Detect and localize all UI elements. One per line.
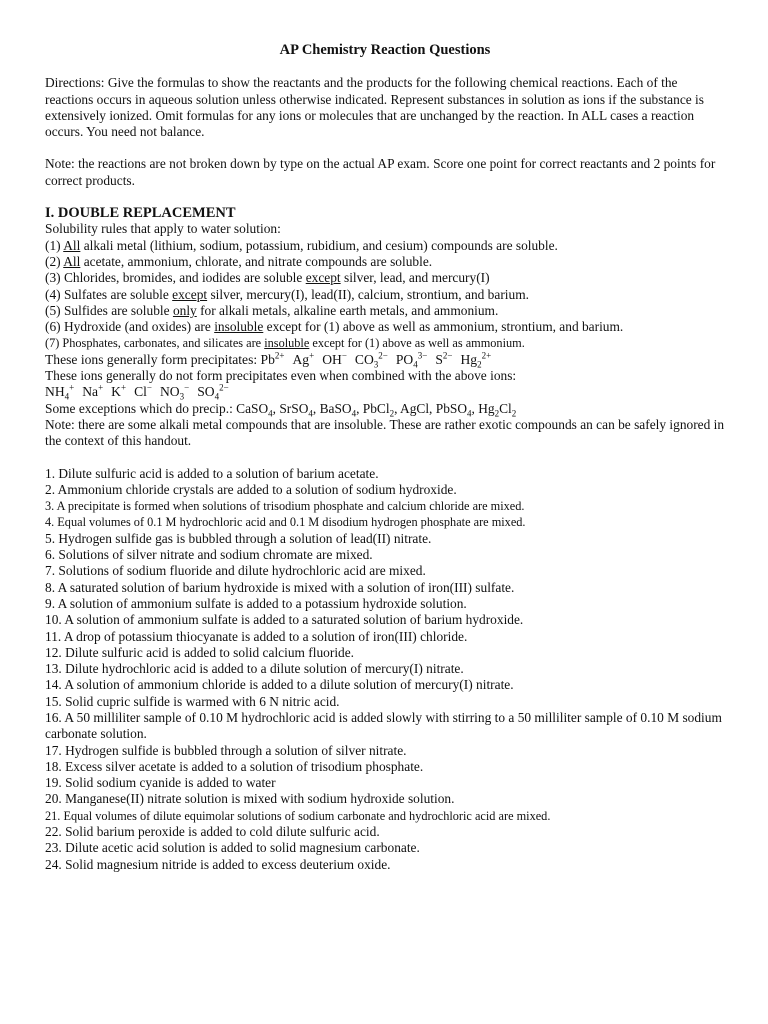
document-page (45, 42, 725, 873)
question-item: 22. Solid barium peroxide is added to cold dilute sulfuric acid. (45, 824, 380, 840)
question-item: 5. Hydrogen sulfide gas is bubbled through a solution of lead(II) nitrate. (45, 530, 432, 546)
question-item: 23. Dilute acetic acid solution is added to solid magnesium carbonate. (45, 840, 420, 856)
rule-5: (5) Sulfides are soluble only for alkali metals, alkaline earth metals, and ammonium. (45, 302, 499, 318)
question-item: 14. A solution of ammonium chloride is added to a dilute solution of mercury(I) nitrate. (45, 677, 514, 693)
directions-paragraph: Directions: Give the formulas to show the reactants and the products for the following chemical reactions. Each of the reactions occurs in aqueous solution unless otherwise indicated. Represent substances in solution as ions if the substance is extensively ionized. Omit formulas for any ions or molecules that are unchanged by the reaction. In ALL cases a reaction occurs. You need not balance. (45, 75, 704, 140)
rule-6: (6) Hydroxide (and oxides) are insoluble except for (1) above as well as ammonium, strontium, and barium. (45, 319, 624, 335)
question-item: 20. Manganese(II) nitrate solution is mixed with sodium hydroxide solution. (45, 791, 455, 807)
exceptions-line: Some exceptions which do precip.: CaSO$_4$, SrSO$_4$, BaSO$_4$, PbCl$_2$, AgCl, PbSO$_4$, $Hg_2Cl_2$ (45, 400, 517, 419)
question-item: 7. Solutions of sodium fluoride and dilute hydrochloric acid are mixed. (45, 563, 426, 579)
rule-1: (1) All alkali metal (lithium, sodium, potassium, rubidium, and cesium) compounds are soluble. (45, 237, 558, 253)
no-precip-label: These ions generally do not form precipitates even when combined with the above ions: (45, 368, 517, 384)
question-item: 1. Dilute sulfuric acid is added to a solution of barium acetate. (45, 465, 379, 481)
section-heading: I. DOUBLE REPLACEMENT (45, 205, 236, 222)
alkali-note: Note: there are some alkali metal compounds that are insoluble. These are rather exotic compounds an can be safely ignored in the context of this handout. (45, 416, 725, 449)
question-item: 8. A saturated solution of barium hydroxide is mixed with a solution of iron(III) sulfate. (45, 579, 515, 595)
question-item: 17. Hydrogen sulfide is bubbled through a solution of silver nitrate. (45, 742, 407, 758)
rule-7: (7) Phosphates, carbonates, and silicates are insoluble except for (1) above as well as ammonium. (45, 336, 525, 351)
precipitate-ions-line: These ions generally form precipitates: $Pb^{2+}$ Ag+ OH− $CO_3^{2-}$ $PO_4^{3-}$ $S^{2-}$ $Hg_2^{2+}$ (45, 350, 492, 370)
page-title: AP Chemistry Reaction Questions (279, 42, 491, 58)
question-item: 13. Dilute hydrochloric acid is added to a dilute solution of mercury(I) nitrate. (45, 661, 464, 677)
question-list (45, 466, 725, 873)
exceptions-label: Some exceptions which do precip.: (45, 400, 233, 416)
rules-intro: Solubility rules that apply to water solution: (45, 221, 281, 237)
question-item: 15. Solid cupric sulfide is warmed with 6 N nitric acid. (45, 693, 340, 709)
rule-2: (2) All acetate, ammonium, chlorate, and nitrate compounds are soluble. (45, 253, 433, 269)
question-item: 11. A drop of potassium thiocyanate is added to a solution of iron(III) chloride. (45, 628, 468, 644)
question-item: 10. A solution of ammonium sulfate is added to a saturated solution of barium hydroxide. (45, 612, 524, 628)
question-item: 2. Ammonium chloride crystals are added to a solution of sodium hydroxide. (45, 481, 457, 497)
rule-3: (3) Chlorides, bromides, and iodides are soluble except silver, lead, and mercury(I) (45, 270, 490, 286)
question-item: 4. Equal volumes of 0.1 M hydrochloric acid and 0.1 M disodium hydrogen phosphate are mixed. (45, 515, 526, 530)
question-item: 6. Solutions of silver nitrate and sodium chromate are mixed. (45, 547, 373, 563)
scoring-note: Note: the reactions are not broken down by type on the actual AP exam. Score one point for correct reactants and 2 points for correct products. (45, 156, 716, 188)
precip-label: These ions generally form precipitates: (45, 351, 258, 367)
question-item: 19. Solid sodium cyanide is added to water (45, 775, 276, 791)
question-item: 21. Equal volumes of dilute equimolar solutions of sodium carbonate and hydrochloric acid are mixed. (45, 808, 551, 823)
question-item: 18. Excess silver acetate is added to a solution of trisodium phosphate. (45, 758, 424, 774)
rule-4: (4) Sulfates are soluble except silver, mercury(I), lead(II), calcium, strontium, and barium. (45, 286, 529, 302)
question-item: 16. A 50 milliliter sample of 0.10 M hydrochloric acid is added slowly with stirring to a 50 milliliter sample of 0.10 M sodium carbonate solution. (45, 709, 722, 742)
soluble-ions-line: $NH_4^+$ Na+ K+ Cl− $NO_3^-$ $SO_4^{2-}$ (45, 382, 229, 403)
question-item: 12. Dilute sulfuric acid is added to solid calcium fluoride. (45, 644, 355, 660)
question-item: 24. Solid magnesium nitride is added to excess deuterium oxide. (45, 856, 391, 872)
question-item: 9. A solution of ammonium sulfate is added to a potassium hydroxide solution. (45, 595, 467, 611)
question-item: 3. A precipitate is formed when solutions of trisodium phosphate and calcium chloride are mixed. (45, 499, 525, 514)
